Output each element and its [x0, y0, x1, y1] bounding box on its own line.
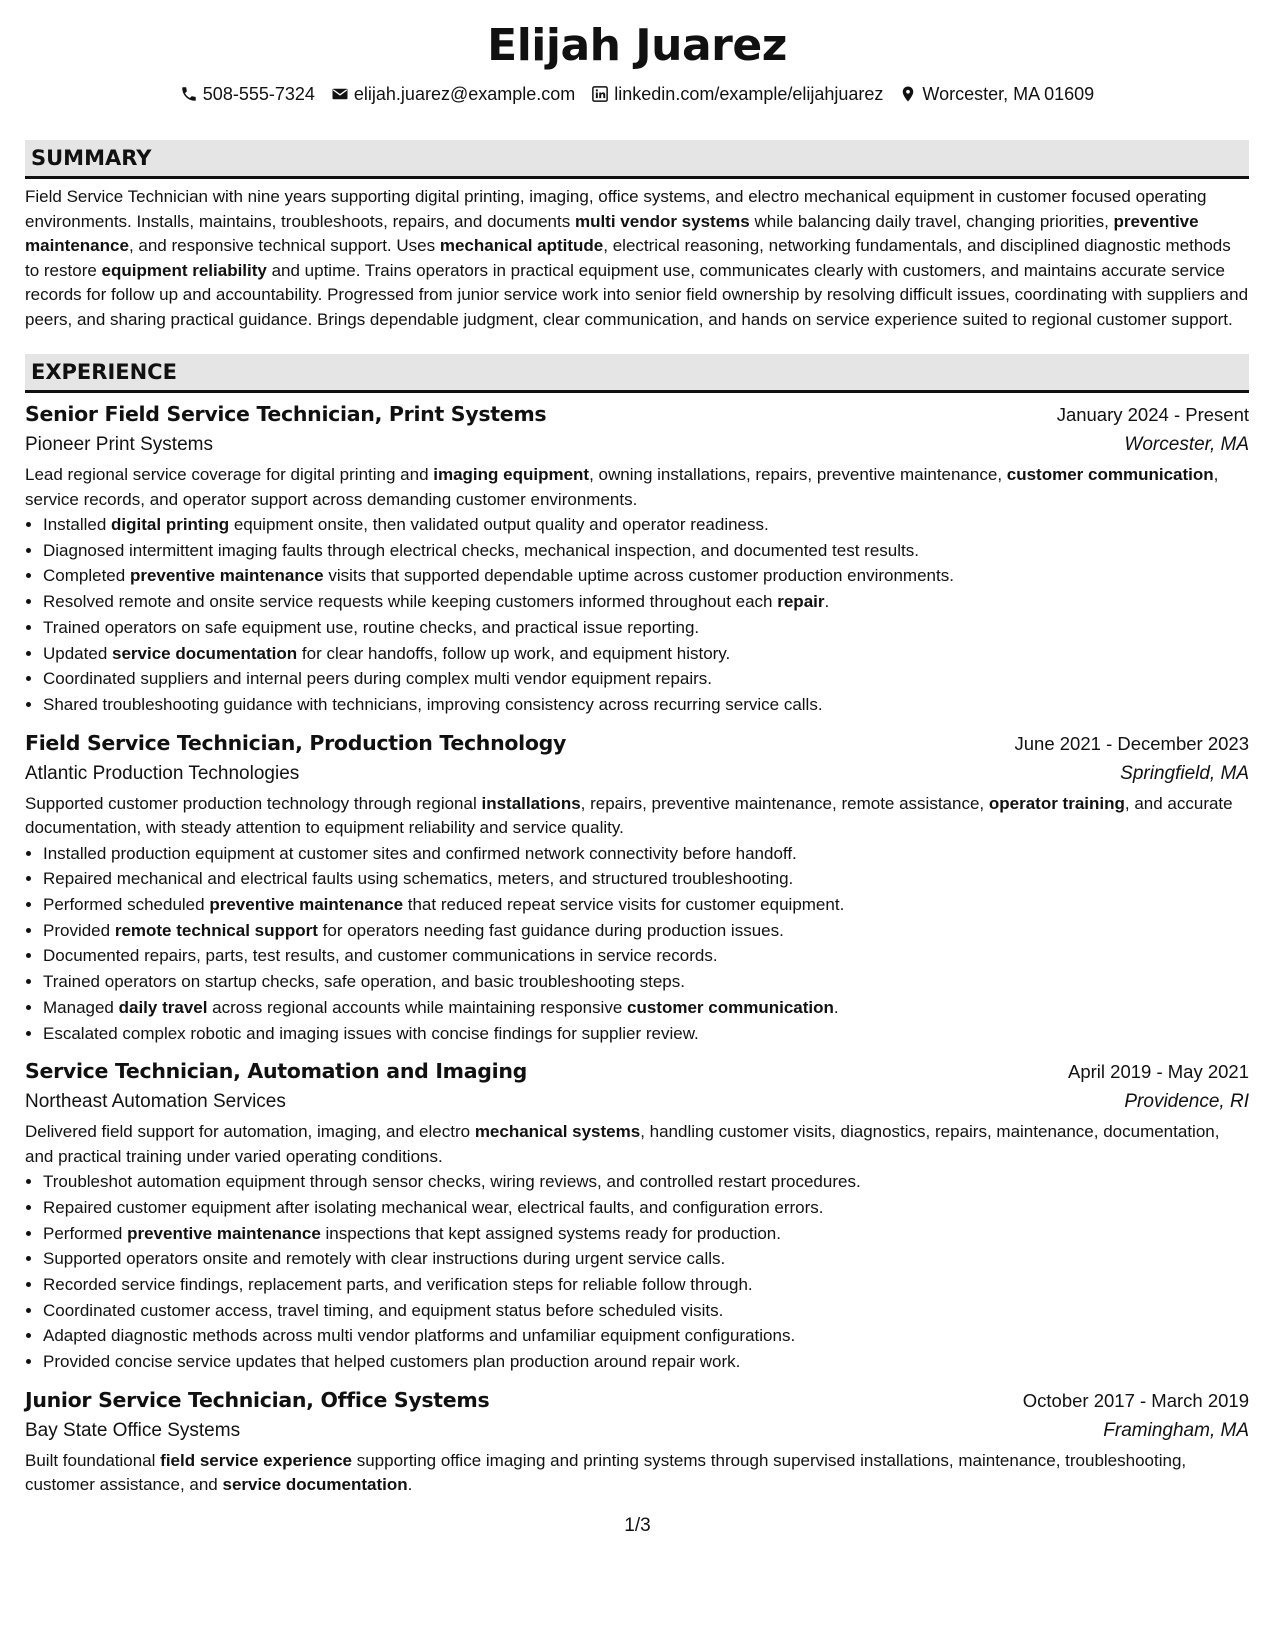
job-location: Framingham, MA: [1103, 1419, 1249, 1441]
emphasis-text: field service experience: [160, 1450, 352, 1470]
job-company-row: [25, 430, 1249, 460]
job-bullets: [25, 512, 1249, 718]
phone-number: 508-555-7324: [202, 84, 315, 104]
phone-icon: [180, 85, 198, 103]
emphasis-text: service documentation: [222, 1475, 408, 1495]
map-pin-icon: [899, 85, 917, 103]
bullet-item: • Resolved remote and onsite service requests while keeping customers informed throughout each repair.: [43, 589, 1249, 615]
emphasis-text: equipment reliability: [101, 260, 267, 280]
bullet-item: • Recorded service findings, replacement parts, and verification steps for reliable follow through.: [43, 1272, 1249, 1298]
contact-bar: [25, 82, 1249, 106]
emphasis-text: service documentation: [112, 643, 298, 663]
emphasis-text: repair: [777, 592, 825, 612]
emphasis-text: remote technical support: [114, 920, 318, 940]
emphasis-text: installations: [481, 793, 581, 813]
job-title-row: [25, 1056, 1249, 1087]
bullet-item: • Trained operators on startup checks, safe operation, and basic troubleshooting steps.: [43, 969, 1249, 995]
emphasis-text: mechanical aptitude: [439, 236, 604, 255]
location-text: Worcester, MA 01609: [922, 84, 1095, 104]
job-company: Northeast Automation Services: [25, 1091, 286, 1113]
job-entry: [25, 1385, 1249, 1498]
job-title-row: [25, 728, 1249, 759]
bullet-item: • Supported operators onsite and remotely with clear instructions during urgent service calls.: [43, 1246, 1249, 1272]
contact-email[interactable]: [331, 82, 575, 106]
email-address[interactable]: elijah.juarez@example.com: [353, 84, 576, 104]
job-company-row: [25, 759, 1249, 789]
candidate-name: Elijah Juarez: [487, 20, 787, 71]
job-dates: April 2019 - May 2021: [1068, 1061, 1249, 1083]
job-title-row: [25, 1385, 1249, 1416]
bullet-item: • Performed scheduled preventive maintenance that reduced repeat service visits for customer equipment.: [43, 892, 1249, 918]
bullet-item: • Completed preventive maintenance visits that supported dependable uptime across customer production environments.: [43, 563, 1249, 589]
bullet-item: • Adapted diagnostic methods across multi vendor platforms and unfamiliar equipment configurations.: [43, 1323, 1249, 1349]
emphasis-text: operator training: [988, 793, 1125, 813]
emphasis-text: daily travel: [118, 997, 208, 1017]
emphasis-text: preventive maintenance: [25, 211, 1199, 255]
job-company-row: [25, 1087, 1249, 1117]
job-location: Providence, RI: [1124, 1091, 1249, 1113]
summary-heading: SUMMARY: [25, 140, 1249, 179]
experience-heading: EXPERIENCE: [25, 354, 1249, 393]
bullet-item: • Repaired customer equipment after isolating mechanical wear, electrical faults, and configuration errors.: [43, 1195, 1249, 1221]
emphasis-text: mechanical systems: [474, 1122, 641, 1142]
emphasis-text: preventive maintenance: [129, 566, 324, 586]
bullet-item: • Coordinated suppliers and internal peers during complex multi vendor equipment repairs.: [43, 666, 1249, 692]
bullet-item: • Trained operators on safe equipment use, routine checks, and practical issue reporting.: [43, 615, 1249, 641]
job-location: Worcester, MA: [1124, 434, 1249, 455]
job-summary: Supported customer production technology through regional installations, repairs, preventive maintenance, remote assistance, operator training, and accurate documentation, with steady attention to equipment reliability and service quality.: [25, 793, 1233, 838]
contact-phone: [180, 82, 315, 106]
job-title: Senior Field Service Technician, Print Systems: [25, 402, 547, 426]
bullet-item: • Shared troubleshooting guidance with technicians, improving consistency across recurring service calls.: [43, 692, 1249, 718]
job-bullets: [25, 1169, 1249, 1375]
bullet-item: • Managed daily travel across regional accounts while maintaining responsive customer communication.: [43, 995, 1249, 1021]
bullet-item: • Updated service documentation for clear handoffs, follow up work, and equipment history.: [43, 641, 1249, 667]
job-entry: [25, 728, 1249, 1047]
job-summary: Built foundational field service experience supporting office imaging and printing systems through supervised installations, maintenance, troubleshooting, customer assistance, and service documentation.: [25, 1450, 1187, 1495]
job-title-row: [25, 399, 1249, 430]
emphasis-text: imaging equipment: [433, 465, 590, 484]
job-dates: January 2024 - Present: [1056, 404, 1249, 425]
job-location: Springfield, MA: [1120, 762, 1249, 784]
emphasis-text: preventive maintenance: [209, 895, 404, 915]
emphasis-text: preventive maintenance: [127, 1223, 321, 1243]
bullet-item: • Escalated complex robotic and imaging issues with concise findings for supplier review.: [43, 1021, 1249, 1047]
job-summary: Delivered field support for automation, imaging, and electro mechanical systems, handling customer visits, diagnostics, repairs, maintenance, documentation, and practical training under varied operating conditions.: [25, 1122, 1220, 1166]
job-title: Field Service Technician, Production Technology: [25, 730, 567, 755]
job-entry: [25, 1056, 1249, 1375]
experience-list: [25, 399, 1249, 1498]
bullet-item: • Performed preventive maintenance inspections that kept assigned systems ready for production.: [43, 1221, 1249, 1247]
job-company-row: [25, 1416, 1249, 1446]
job-company: Bay State Office Systems: [25, 1419, 241, 1441]
bullet-item: • Documented repairs, parts, test results, and customer communications in service records.: [43, 943, 1249, 969]
job-entry: [25, 399, 1249, 718]
emphasis-text: customer communication: [1006, 465, 1214, 484]
contact-linkedin[interactable]: [591, 82, 883, 106]
emphasis-text: digital printing: [111, 515, 230, 534]
bullet-item: • Troubleshot automation equipment through sensor checks, wiring reviews, and controlled restart procedures.: [43, 1169, 1249, 1195]
bullet-item: • Diagnosed intermittent imaging faults through electrical checks, mechanical inspection, and documented test results.: [43, 538, 1249, 564]
job-dates: October 2017 - March 2019: [1022, 1389, 1249, 1411]
bullet-item: • Coordinated customer access, travel timing, and equipment status before scheduled visits.: [43, 1298, 1249, 1324]
job-bullets: [25, 841, 1249, 1047]
envelope-icon: [331, 85, 349, 103]
emphasis-text: multi vendor systems: [574, 211, 750, 231]
job-summary: Lead regional service coverage for digital printing and imaging equipment, owning installations, repairs, preventive maintenance, customer communication, service records, and operator support across demanding customer environments.: [25, 465, 1219, 509]
emphasis-text: customer communication: [627, 997, 834, 1017]
summary-paragraph: Field Service Technician with nine years supporting digital printing, imaging, office systems, and electro mechanical equipment in customer focused operating environments. Installs, maintains, troubleshoots, repairs, and documents multi vendor systems while balancing daily travel, changing priorities, preventive maintenance, and responsive technical support. Uses mechanical aptitude, electrical reasoning, networking fundamentals, and disciplined diagnostic methods to restore equipment reliability and uptime. Trains operators in practical equipment use, communicates clearly with customers, and maintains accurate service records for follow up and accountability. Progressed from junior service work into senior field ownership by resolving difficult issues, coordinating with suppliers and peers, and sharing practical guidance. Brings dependable judgment, clear communication, and hands on service experience suited to regional customer support.: [25, 187, 1249, 329]
bullet-item: • Installed digital printing equipment onsite, then validated output quality and operator readiness.: [43, 512, 1249, 538]
job-company: Atlantic Production Technologies: [25, 762, 300, 784]
bullet-item: • Installed production equipment at customer sites and confirmed network connectivity before handoff.: [43, 841, 1249, 867]
contact-location: [899, 82, 1094, 106]
bullet-item: • Provided remote technical support for operators needing fast guidance during production issues.: [43, 918, 1249, 944]
job-dates: June 2021 - December 2023: [1014, 732, 1249, 754]
linkedin-url[interactable]: linkedin.com/example/elijahjuarez: [614, 84, 884, 104]
page-number: 1/3: [624, 1515, 651, 1536]
bullet-item: • Provided concise service updates that helped customers plan production around repair work.: [43, 1349, 1249, 1375]
job-company: Pioneer Print Systems: [25, 434, 213, 455]
linkedin-icon: [591, 85, 609, 103]
resume-page: [25, 18, 1249, 1498]
bullet-item: • Repaired mechanical and electrical faults using schematics, meters, and structured troubleshooting.: [43, 866, 1249, 892]
job-title: Junior Service Technician, Office Systems: [25, 1387, 490, 1412]
job-title: Service Technician, Automation and Imaging: [25, 1059, 528, 1084]
